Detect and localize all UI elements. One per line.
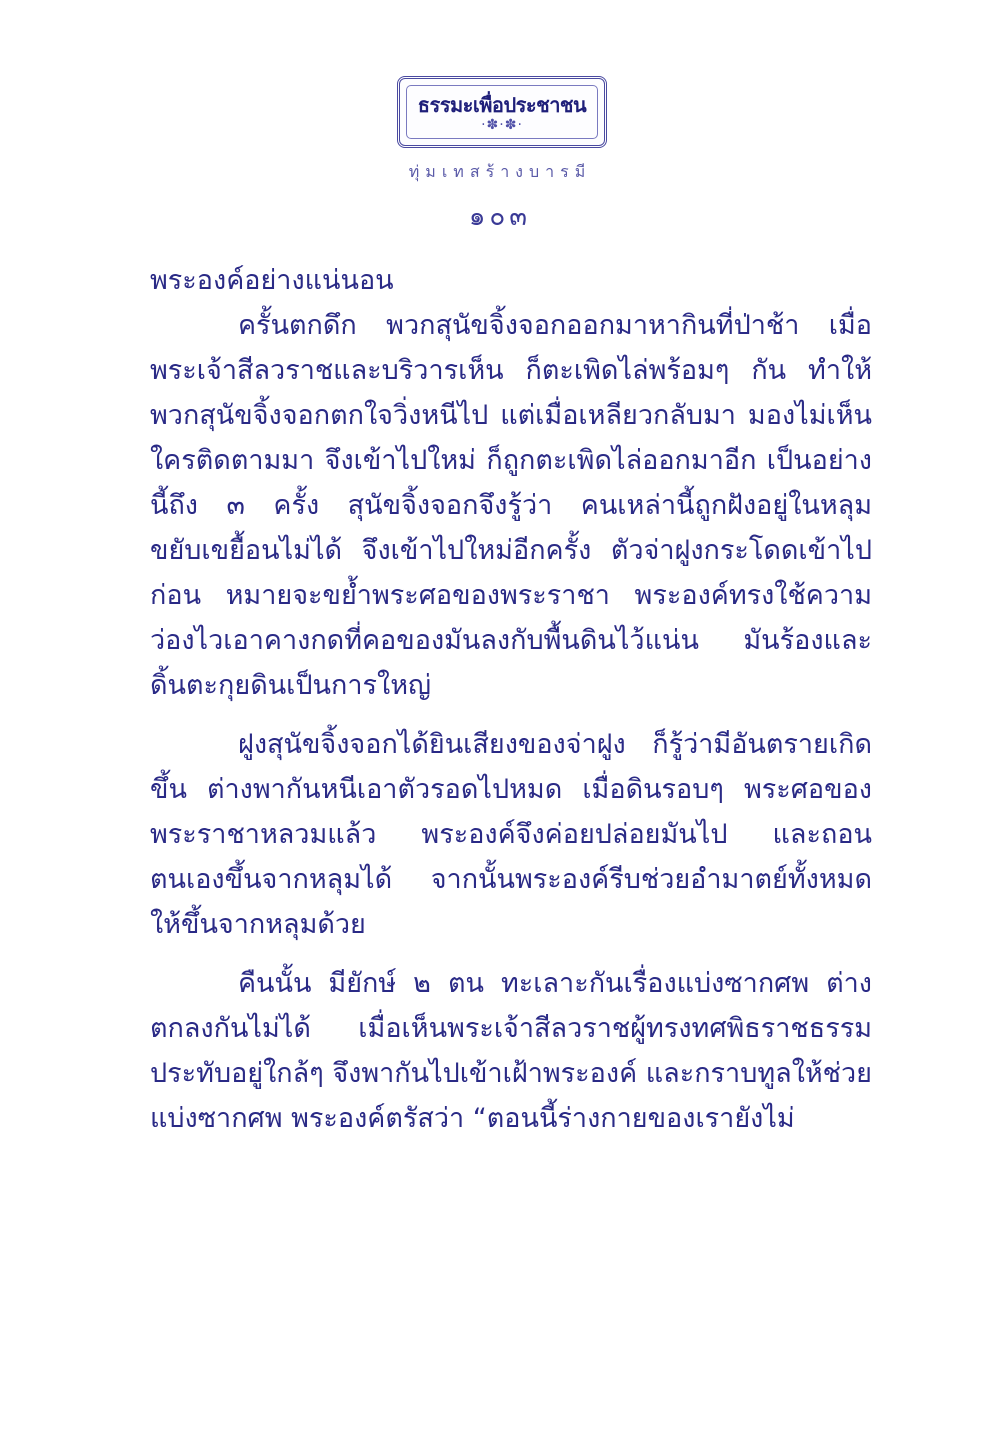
page-body <box>150 258 872 1141</box>
paragraph-1: ครั้นตกดึก พวกสุนัขจิ้งจอกออกมาหากินที่ป่าช้า เมื่อพระเจ้าสีลวราชและบริวารเห็น ก็ตะเพิดไล่พร้อมๆ กัน ทำให้พวกสุนัขจิ้งจอกตกใจวิ่งหนีไป แต่เมื่อเหลียวกลับมา มองไม่เห็นใครติดตามมา จึงเข้าไปใหม่ ก็ถูกตะเพิดไล่ออกมาอีก เป็นอย่างนี้ถึง ๓ ครั้ง สุนัขจิ้งจอกจึงรู้ว่า คนเหล่านี้ถูกฝังอยู่ในหลุมขยับเขยื้อนไม่ได้ จึงเข้าไปใหม่อีกครั้ง ตัวจ่าฝูงกระโดดเข้าไปก่อน หมายจะขย้ำพระศอของพระราชา พระองค์ทรงใช้ความว่องไวเอาคางกดที่คอของมันลงกับพื้นดินไว้แน่น มันร้องและดิ้นตะกุยดินเป็นการใหญ่ <box>150 310 872 701</box>
logo-text: ธรรมะเพื่อประชาชน <box>417 93 587 117</box>
page-number: ๑๐๓ <box>468 202 532 232</box>
book-logo <box>397 76 607 148</box>
book-subtitle: ทุ่มเทสร้างบารมี <box>408 162 592 181</box>
paragraph-2: ฝูงสุนัขจิ้งจอกได้ยินเสียงของจ่าฝูง ก็รู้ว่ามีอันตรายเกิดขึ้น ต่างพากันหนีเอาตัวรอดไปหมด เมื่อดินรอบๆ พระศอของพระราชาหลวมแล้ว พระองค์จึงค่อยปล่อยมันไป และถอนตนเองขึ้นจากหลุมได้ จากนั้นพระองค์รีบช่วยอำมาตย์ทั้งหมดให้ขึ้นจากหลุมด้วย <box>150 729 872 940</box>
continuation-line: พระองค์อย่างแน่นอน <box>150 265 394 296</box>
page-header <box>0 0 1000 230</box>
paragraph-3: คืนนั้น มียักษ์ ๒ ตน ทะเลาะกันเรื่องแบ่งซากศพ ต่างตกลงกันไม่ได้ เมื่อเห็นพระเจ้าสีลวราชผู้ทรงทศพิธราชธรรมประทับอยู่ใกล้ๆ จึงพากันไปเข้าเฝ้าพระองค์ และกราบทูลให้ช่วยแบ่งซากศพ พระองค์ตรัสว่า “ตอนนี้ร่างกายของเรายังไม่ <box>150 968 872 1134</box>
logo-ornament-icon: ·✽·✽· <box>481 117 523 133</box>
